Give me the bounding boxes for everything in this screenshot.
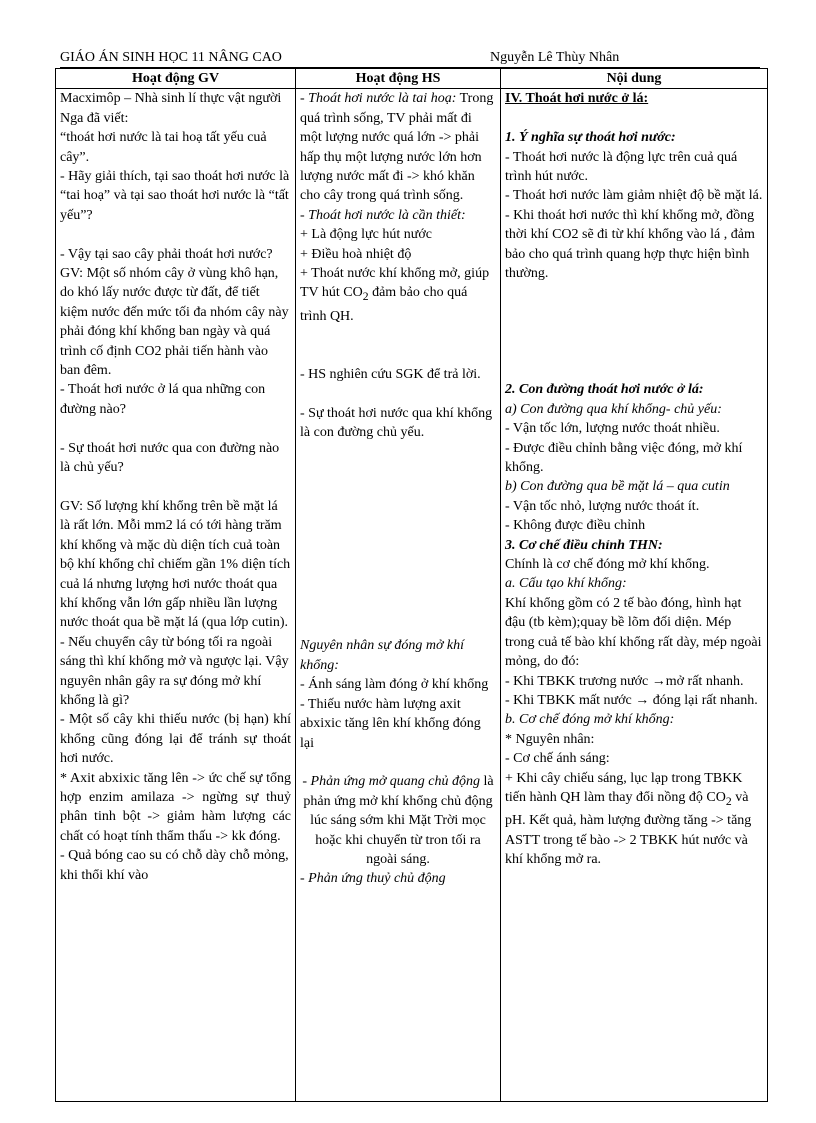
subsection-title: b) Con đường qua bề mặt lá – qua cutin (505, 479, 730, 495)
gv-paragraph: - Sự thoát hơi nước qua con đường nào là chủ yếu? (60, 440, 283, 476)
gv-paragraph: Macximôp – Nhà sinh lí thực vật người Nga đã viết: (60, 91, 285, 126)
subsection-title: a. Cấu tạo khí khổng: (505, 576, 627, 592)
content-item: - Khi TBKK trương nước →mở rất nhanh. (505, 673, 744, 689)
hs-label: - Phản ứng mở quang chủ động (302, 774, 481, 790)
section-title: 3. Cơ chế điều chỉnh THN: (505, 537, 663, 553)
column-header-gv: Hoạt động GV (56, 69, 296, 89)
content-item: - Khi TBKK mất nước → đóng lại rất nhanh. (505, 692, 758, 708)
content-cell (501, 89, 768, 1102)
column-header-content: Nội dung (501, 69, 768, 89)
content-item: - Thoát hơi nước là động lực trên cuả quá trình hút nước. (505, 149, 741, 185)
content-item: * Nguyên nhân: (505, 731, 595, 747)
hs-item (300, 264, 496, 326)
gv-paragraph: - Một số cây khi thiếu nước (bị hạn) khí khổng cũng đóng lại để tránh sự thoát hơi nước. (60, 712, 295, 767)
content-item: - Vận tốc lớn, lượng nước thoát nhiều. (505, 421, 720, 437)
content-item: - Vận tốc nhỏ, lượng nước thoát ít. (505, 498, 700, 514)
hs-heading: Nguyên nhân sự đóng mở khí khổng: (300, 638, 468, 673)
table-header-row (56, 69, 768, 89)
hs-item: + Là động lực hút nước (300, 227, 432, 243)
hs-paragraph: - Sự thoát hơi nước qua khí khổng là con đường chủ yếu. (300, 405, 496, 441)
content-item: - Không được điều chỉnh (505, 518, 646, 534)
hs-text: đảm bảo cho quá trình QH. (300, 285, 471, 324)
column-header-hs: Hoạt động HS (296, 69, 501, 89)
gv-paragraph: - Nếu chuyển cây từ bóng tối ra ngoài sáng thì khí khổng mở và ngược lại. Vậy nguyên nhân gây ra sự đóng mở khí khổng là gì? (60, 634, 293, 708)
hs-text: Trong quá trình sống, TV phải mất đi một lượng nước quá lớn -> phải hấp thụ một lượng nước lớn hơn lượng nước mất đi -> khó khăn cho cây trong quá trình sống. (300, 91, 497, 204)
gv-paragraph: - Thoát hơi nước ở lá qua những con đường nào? (60, 382, 269, 417)
subsection-title: b. Cơ chế đóng mở khí khổng: (505, 712, 675, 728)
gv-paragraph: * Axit abxixic tăng lên -> ức chế sự tổng hợp enzim amilaza -> ngừng sự thuỷ phân tinh bột -> giảm hàm lượng các chất có hoạt tính thẩm thấu -> kk đóng. (60, 770, 295, 844)
subscript: 2 (362, 290, 369, 304)
gv-cell (56, 89, 296, 1102)
gv-paragraph: GV: Một số nhóm cây ở vùng khô hạn, do khó lấy nước được từ đất, để tiết kiệm nước đến mức tối đa nhóm cây này phải đóng khí khổng ban ngày và quá trình cố định CO2 phải tiến hành vào ban đêm. (60, 266, 293, 379)
gv-paragraph: GV: Số lượng khí khổng trên bề mặt lá là rất lớn. Mỗi mm2 lá có tới hàng trăm khí khổng và mặc dù diện tích cuả toàn bộ khí khổng chỉ chiếm gần 1% diện tích cuả lá nhưng lượng hơi nước thoát qua khí khổng vẫn lớn gấp nhiều lần lượng nước thoát qua bề mặt lá (qua lớp cutin). (60, 498, 294, 631)
table-row (56, 89, 768, 1102)
author-name: Nguyễn Lê Thùy Nhân (490, 50, 620, 65)
content-item: - Khi thoát hơi nước thì khí khổng mở, đồng thời khí CO2 sẽ đi từ khí khổng vào lá , đảm bảo cho quá trình quang hợp thực hiện bình thường. (505, 207, 759, 282)
hs-item: + Điều hoà nhiệt độ (300, 246, 412, 262)
hs-paragraph: - HS nghiên cứu SGK để trả lời. (300, 366, 481, 382)
hs-item: - Thiếu nước hàm lượng axit abxixic tăng lên khí khổng đóng lại (300, 696, 485, 751)
hs-cell (296, 89, 501, 1102)
content-item: - Thoát hơi nước làm giảm nhiệt độ bề mặt lá. (505, 188, 763, 204)
content-text: + Khi cây chiếu sáng, lục lạp trong TBKK tiến hành QH làm thay đổi nồng độ CO (505, 770, 746, 805)
section-title: 1. Ý nghĩa sự thoát hơi nước: (505, 130, 676, 146)
hs-label: - Thoát hơi nước là cần thiết: (300, 207, 466, 223)
subscript: 2 (725, 794, 732, 808)
content-text: và pH. Kết quả, hàm lượng đường tăng -> tăng ASTT trong tế bào -> 2 TBKK hút nước và khí khổng mở ra. (505, 789, 755, 867)
section-title: IV. Thoát hơi nước ở lá: (505, 91, 649, 107)
gv-paragraph: - Quả bóng cao su có chỗ dày chỗ mỏng, khi thổi khí vào (60, 848, 293, 883)
hs-paragraph (300, 772, 496, 869)
hs-label: - Thoát hơi nước là tai hoạ: (300, 91, 457, 107)
hs-label: - Phản ứng thuỷ chủ động (300, 871, 446, 887)
content-item (505, 769, 763, 870)
section-title: 2. Con đường thoát hơi nước ở lá: (505, 382, 704, 398)
hs-text: là phản ứng mở khí khổng chủ động lúc sáng sớm khi Mặt Trời mọc hoặc khi chuyển từ tron tối ra ngoài sáng. (303, 774, 498, 867)
hs-paragraph (300, 89, 496, 205)
content-text: Chính là cơ chế đóng mở khí khổng. (505, 557, 710, 573)
content-item: - Cơ chế ánh sáng: (505, 751, 610, 767)
hs-text: + Thoát nước khí khổng mở, giúp TV hút CO (300, 266, 493, 301)
page-header (60, 49, 760, 68)
subsection-title: a) Con đường qua khí khổng- chủ yếu: (505, 401, 722, 417)
lesson-table (55, 68, 768, 1102)
gv-paragraph: - Vậy tại sao cây phải thoát hơi nước? (60, 246, 273, 262)
hs-item: - Ánh sáng làm đóng ở khí khổng (300, 677, 489, 693)
document-title: GIÁO ÁN SINH HỌC 11 NÂNG CAO (60, 50, 282, 65)
content-item: - Được điều chỉnh bằng việc đóng, mở khí khổng. (505, 440, 746, 476)
content-text: Khí khổng gồm có 2 tế bào đóng, hình hạt đậu (tb kèm);quay bề lõm đối diện. Mép trong cuả tế bào khí khổng rất dày, mép ngoài mỏng, do đó: (505, 595, 765, 670)
gv-paragraph: “thoát hơi nước là tai hoạ tất yếu cuả cây”. (60, 130, 271, 165)
gv-paragraph: - Hãy giải thích, tại sao thoát hơi nước là “tai hoạ” và tại sao thoát hơi nước là “tất yếu”? (60, 169, 293, 223)
